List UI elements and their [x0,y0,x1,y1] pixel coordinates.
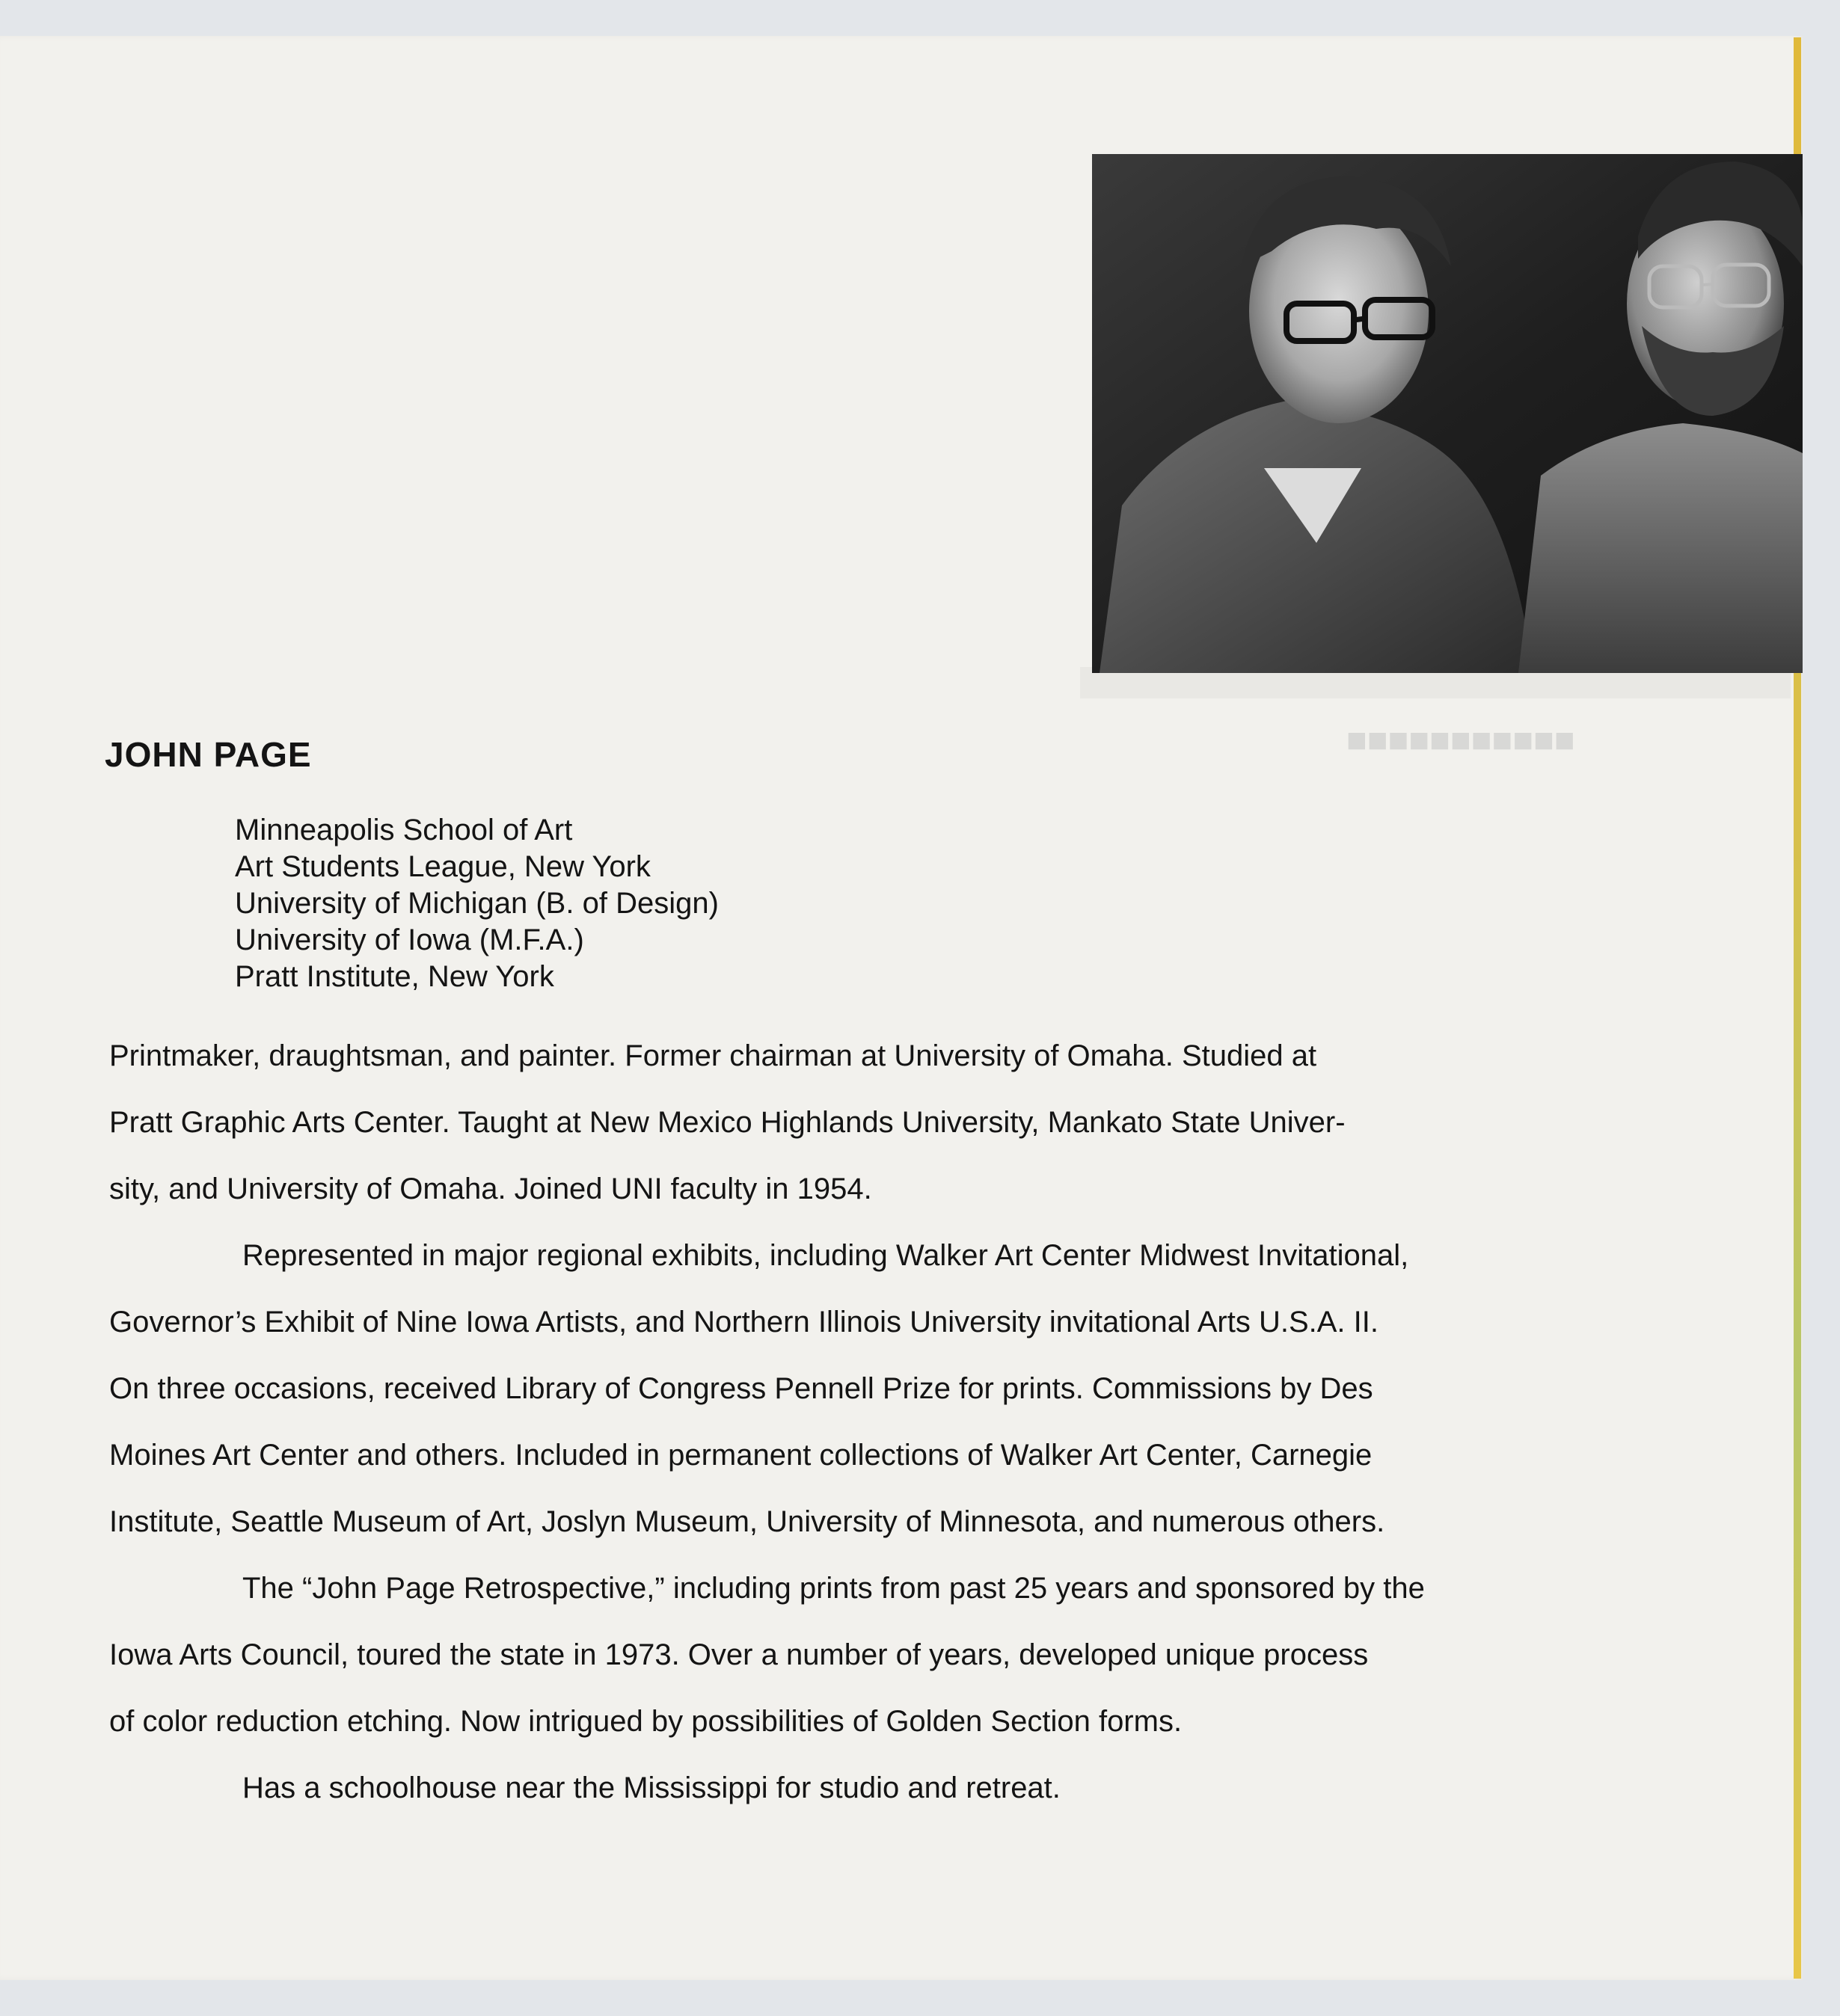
portrait-photo [1092,154,1803,673]
bio-line: The “John Page Retrospective,” including prints from past 25 years and sponsored by the [242,1572,1425,1605]
show-through-text: ■■■■■■■■■■■ [1346,720,1575,759]
bio-line: sity, and University of Omaha. Joined UNI faculty in 1954. [109,1173,872,1205]
bio-line: of color reduction etching. Now intrigued by possibilities of Golden Section forms. [109,1705,1183,1738]
bio-line: Governor’s Exhibit of Nine Iowa Artists, and Northern Illinois University invitational Arts U.S.A. II. [109,1306,1379,1339]
bio-line: Institute, Seattle Museum of Art, Joslyn Museum, University of Minnesota, and numerous others. [109,1505,1385,1538]
page-title: JOHN PAGE [105,735,312,774]
bio-line: Has a schoolhouse near the Mississippi for studio and retreat. [242,1771,1061,1804]
list-item: University of Michigan (B. of Design) [235,887,719,920]
bio-line: Printmaker, draughtsman, and painter. Former chairman at University of Omaha. Studied at [109,1039,1317,1072]
list-item: Art Students League, New York [235,850,651,883]
bio-line: Pratt Graphic Arts Center. Taught at New Mexico Highlands University, Mankato State Univer- [109,1106,1346,1139]
portrait-photo-icon [1092,154,1803,673]
bio-line: Represented in major regional exhibits, including Walker Art Center Midwest Invitational, [242,1239,1409,1272]
bio-paragraph [109,1755,1605,1822]
bio-line: Iowa Arts Council, toured the state in 1973. Over a number of years, developed unique process [109,1638,1369,1671]
list-item: University of Iowa (M.F.A.) [235,924,584,956]
education-list [235,812,719,995]
bio-paragraph [109,1023,1605,1223]
biography [109,1023,1605,1822]
bio-line: Moines Art Center and others. Included in permanent collections of Walker Art Center, Carnegie [109,1439,1373,1472]
list-item: Pratt Institute, New York [235,960,554,993]
bio-line: On three occasions, received Library of Congress Pennell Prize for prints. Commissions by Des [109,1372,1373,1405]
bio-paragraph [109,1223,1605,1555]
list-item: Minneapolis School of Art [235,814,573,846]
bio-paragraph [109,1555,1605,1755]
